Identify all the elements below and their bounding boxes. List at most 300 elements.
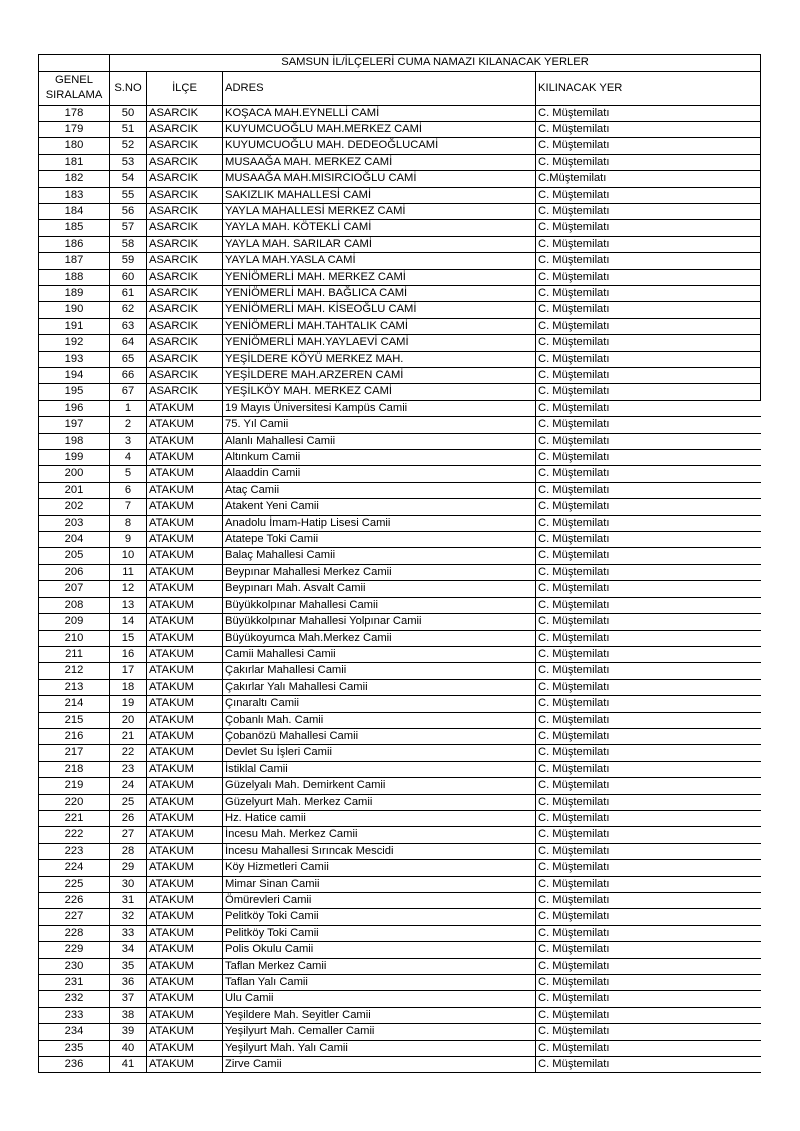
table-row [39,1057,761,1073]
table-row [39,318,761,334]
cell-kilinacak-yer: C. Müştemilatı [536,368,761,384]
cell-adres: Atatepe Toki Camii [223,532,536,548]
table-row [39,843,761,859]
cell-adres: Çobanlı Mah. Camii [223,712,536,728]
cell-genel-siralama: 218 [39,761,110,777]
cell-sno: 40 [110,1040,147,1056]
cell-sno: 39 [110,1024,147,1040]
cell-adres: Devlet Su İşleri Camii [223,745,536,761]
cell-kilinacak-yer: C. Müştemilatı [536,876,761,892]
cell-adres: YAYLA MAH.YASLA CAMİ [223,253,536,269]
cell-kilinacak-yer: C. Müştemilatı [536,417,761,433]
table-row [39,614,761,630]
cell-kilinacak-yer: C. Müştemilatı [536,187,761,203]
blank-corner-cell [39,55,110,72]
table-row [39,105,761,121]
cell-sno: 19 [110,696,147,712]
header-kilinacak-yer: KILINACAK YER [536,71,761,105]
cell-kilinacak-yer: C. Müştemilatı [536,154,761,170]
cell-ilce: ATAKUM [147,1040,223,1056]
cell-ilce: ATAKUM [147,728,223,744]
cell-kilinacak-yer: C. Müştemilatı [536,794,761,810]
cell-ilce: ATAKUM [147,482,223,498]
cell-sno: 34 [110,942,147,958]
cell-ilce: ASARCIK [147,253,223,269]
cell-genel-siralama: 212 [39,663,110,679]
cell-sno: 58 [110,236,147,252]
table-row [39,696,761,712]
cell-sno: 7 [110,499,147,515]
cell-adres: YEŞİLDERE KÖYÜ MERKEZ MAH. [223,351,536,367]
cell-genel-siralama: 179 [39,121,110,137]
cell-kilinacak-yer: C. Müştemilatı [536,499,761,515]
cell-ilce: ATAKUM [147,515,223,531]
cell-adres: Anadolu İmam-Hatip Lisesi Camii [223,515,536,531]
cell-ilce: ATAKUM [147,909,223,925]
cell-genel-siralama: 185 [39,220,110,236]
cell-adres: YEŞİLDERE MAH.ARZEREN CAMİ [223,368,536,384]
cell-kilinacak-yer: C. Müştemilatı [536,269,761,285]
cell-kilinacak-yer: C. Müştemilatı [536,909,761,925]
cell-kilinacak-yer: C. Müştemilatı [536,581,761,597]
cell-adres: Çakırlar Mahallesi Camii [223,663,536,679]
cell-sno: 25 [110,794,147,810]
cell-ilce: ATAKUM [147,433,223,449]
cell-kilinacak-yer: C. Müştemilatı [536,482,761,498]
cell-genel-siralama: 213 [39,679,110,695]
cell-adres: Atakent Yeni Camii [223,499,536,515]
cell-ilce: ATAKUM [147,925,223,941]
cell-kilinacak-yer: C. Müştemilatı [536,1040,761,1056]
table-row [39,991,761,1007]
cell-genel-siralama: 223 [39,843,110,859]
cell-adres: Beypınarı Mah. Asvalt Camii [223,581,536,597]
table-row [39,778,761,794]
cell-adres: Çakırlar Yalı Mahallesi Camii [223,679,536,695]
cell-ilce: ATAKUM [147,646,223,662]
cell-genel-siralama: 210 [39,630,110,646]
cell-sno: 11 [110,564,147,580]
table-row [39,712,761,728]
cell-adres: Camii Mahallesi Camii [223,646,536,662]
cell-sno: 57 [110,220,147,236]
cell-ilce: ATAKUM [147,958,223,974]
cell-sno: 9 [110,532,147,548]
cell-ilce: ATAKUM [147,417,223,433]
cell-sno: 29 [110,860,147,876]
cell-genel-siralama: 229 [39,942,110,958]
cell-sno: 31 [110,893,147,909]
cell-genel-siralama: 215 [39,712,110,728]
cell-genel-siralama: 195 [39,384,110,400]
cell-genel-siralama: 219 [39,778,110,794]
cell-adres: 19 Mayıs Üniversitesi Kampüs Camii [223,400,536,416]
cell-genel-siralama: 197 [39,417,110,433]
table-row [39,253,761,269]
cell-sno: 62 [110,302,147,318]
table-row [39,154,761,170]
table-row [39,1040,761,1056]
cell-ilce: ATAKUM [147,761,223,777]
cell-ilce: ASARCIK [147,105,223,121]
table-row [39,269,761,285]
cell-genel-siralama: 230 [39,958,110,974]
cell-adres: Balaç Mahallesi Camii [223,548,536,564]
cell-adres: Alanlı Mahallesi Camii [223,433,536,449]
table-row [39,581,761,597]
cell-adres: Ulu Camii [223,991,536,1007]
cell-adres: KOŞACA MAH.EYNELLİ CAMİ [223,105,536,121]
cell-sno: 16 [110,646,147,662]
cell-adres: YAYLA MAH. KÖTEKLİ CAMİ [223,220,536,236]
cell-adres: Yeşilyurt Mah. Yalı Camii [223,1040,536,1056]
cell-adres: Güzelyurt Mah. Merkez Camii [223,794,536,810]
cell-kilinacak-yer: C. Müştemilatı [536,351,761,367]
cell-ilce: ATAKUM [147,876,223,892]
cell-genel-siralama: 191 [39,318,110,334]
cell-kilinacak-yer: C. Müştemilatı [536,597,761,613]
cell-ilce: ATAKUM [147,663,223,679]
cell-sno: 55 [110,187,147,203]
cell-ilce: ATAKUM [147,1057,223,1073]
cell-sno: 12 [110,581,147,597]
cell-kilinacak-yer: C. Müştemilatı [536,548,761,564]
cell-sno: 22 [110,745,147,761]
cell-kilinacak-yer: C. Müştemilatı [536,712,761,728]
cell-ilce: ATAKUM [147,450,223,466]
cell-sno: 61 [110,285,147,301]
cell-adres: Büyükkolpınar Mahallesi Camii [223,597,536,613]
table-row [39,860,761,876]
cell-kilinacak-yer: C. Müştemilatı [536,663,761,679]
cell-ilce: ATAKUM [147,893,223,909]
cell-kilinacak-yer: C. Müştemilatı [536,515,761,531]
cell-genel-siralama: 211 [39,646,110,662]
cell-kilinacak-yer: C. Müştemilatı [536,778,761,794]
cell-kilinacak-yer: C. Müştemilatı [536,1024,761,1040]
cell-ilce: ATAKUM [147,827,223,843]
cell-kilinacak-yer: C. Müştemilatı [536,236,761,252]
cell-kilinacak-yer: C. Müştemilatı [536,564,761,580]
cell-ilce: ASARCIK [147,302,223,318]
table-row [39,187,761,203]
cell-genel-siralama: 198 [39,433,110,449]
cell-ilce: ASARCIK [147,236,223,252]
cell-ilce: ASARCIK [147,203,223,219]
cell-genel-siralama: 186 [39,236,110,252]
cell-kilinacak-yer: C.Müştemilatı [536,171,761,187]
table-row [39,827,761,843]
cell-adres: Zirve Camii [223,1057,536,1073]
cell-genel-siralama: 202 [39,499,110,515]
table-row [39,368,761,384]
table-row [39,335,761,351]
cell-sno: 5 [110,466,147,482]
cell-ilce: ASARCIK [147,121,223,137]
table-row [39,171,761,187]
cell-kilinacak-yer: C. Müştemilatı [536,138,761,154]
cell-genel-siralama: 205 [39,548,110,564]
cell-kilinacak-yer: C. Müştemilatı [536,450,761,466]
cell-genel-siralama: 182 [39,171,110,187]
cell-kilinacak-yer: C. Müştemilatı [536,958,761,974]
cell-kilinacak-yer: C. Müştemilatı [536,827,761,843]
cell-sno: 32 [110,909,147,925]
cell-sno: 27 [110,827,147,843]
cell-sno: 33 [110,925,147,941]
cell-sno: 56 [110,203,147,219]
cell-ilce: ASARCIK [147,285,223,301]
cell-genel-siralama: 204 [39,532,110,548]
cell-ilce: ASARCIK [147,351,223,367]
cell-ilce: ASARCIK [147,269,223,285]
cell-adres: YENİÖMERLİ MAH. BAĞLICA CAMİ [223,285,536,301]
cell-genel-siralama: 178 [39,105,110,121]
cell-ilce: ATAKUM [147,597,223,613]
cell-ilce: ASARCIK [147,318,223,334]
cell-sno: 3 [110,433,147,449]
cell-sno: 18 [110,679,147,695]
table-row [39,466,761,482]
spreadsheet-page [38,54,760,1073]
cell-kilinacak-yer: C. Müştemilatı [536,220,761,236]
cell-ilce: ATAKUM [147,1007,223,1023]
table-row [39,646,761,662]
cell-ilce: ASARCIK [147,138,223,154]
cell-kilinacak-yer: C. Müştemilatı [536,860,761,876]
table-row [39,925,761,941]
cell-sno: 28 [110,843,147,859]
cell-sno: 8 [110,515,147,531]
cell-kilinacak-yer: C. Müştemilatı [536,745,761,761]
cell-adres: Büyükkolpınar Mahallesi Yolpınar Camii [223,614,536,630]
cell-ilce: ATAKUM [147,778,223,794]
cell-ilce: ASARCIK [147,171,223,187]
table-row [39,220,761,236]
table-row [39,909,761,925]
cell-sno: 10 [110,548,147,564]
cell-kilinacak-yer: C. Müştemilatı [536,318,761,334]
cell-sno: 41 [110,1057,147,1073]
cell-genel-siralama: 222 [39,827,110,843]
cell-adres: KUYUMCUOĞLU MAH.MERKEZ CAMİ [223,121,536,137]
cell-ilce: ATAKUM [147,810,223,826]
cell-kilinacak-yer: C. Müştemilatı [536,203,761,219]
cell-sno: 66 [110,368,147,384]
cell-ilce: ATAKUM [147,696,223,712]
mosque-table [38,54,761,1073]
cell-ilce: ATAKUM [147,548,223,564]
cell-sno: 24 [110,778,147,794]
cell-genel-siralama: 192 [39,335,110,351]
cell-adres: Yeşilyurt Mah. Cemaller Camii [223,1024,536,1040]
cell-sno: 35 [110,958,147,974]
cell-kilinacak-yer: C. Müştemilatı [536,466,761,482]
cell-genel-siralama: 193 [39,351,110,367]
table-row [39,1007,761,1023]
cell-sno: 53 [110,154,147,170]
cell-adres: YENİÖMERLİ MAH.TAHTALIK CAMİ [223,318,536,334]
cell-ilce: ATAKUM [147,614,223,630]
cell-sno: 54 [110,171,147,187]
cell-adres: YAYLA MAH. SARILAR CAMİ [223,236,536,252]
cell-ilce: ASARCIK [147,220,223,236]
table-row [39,121,761,137]
cell-adres: Altınkum Camii [223,450,536,466]
cell-ilce: ATAKUM [147,975,223,991]
table-row [39,597,761,613]
cell-ilce: ATAKUM [147,942,223,958]
cell-ilce: ATAKUM [147,581,223,597]
cell-sno: 38 [110,1007,147,1023]
cell-genel-siralama: 181 [39,154,110,170]
cell-adres: Çınaraltı Camii [223,696,536,712]
cell-sno: 13 [110,597,147,613]
table-row [39,302,761,318]
cell-sno: 4 [110,450,147,466]
cell-sno: 65 [110,351,147,367]
cell-genel-siralama: 227 [39,909,110,925]
cell-adres: 75. Yıl Camii [223,417,536,433]
cell-sno: 20 [110,712,147,728]
table-title: SAMSUN İL/İLÇELERİ CUMA NAMAZI KILANACAK YERLER [110,55,761,72]
table-row [39,450,761,466]
cell-kilinacak-yer: C. Müştemilatı [536,302,761,318]
cell-sno: 36 [110,975,147,991]
header-row [39,71,761,105]
cell-ilce: ATAKUM [147,564,223,580]
table-row [39,728,761,744]
cell-genel-siralama: 206 [39,564,110,580]
cell-kilinacak-yer: C. Müştemilatı [536,975,761,991]
cell-kilinacak-yer: C. Müştemilatı [536,630,761,646]
cell-kilinacak-yer: C. Müştemilatı [536,810,761,826]
cell-genel-siralama: 183 [39,187,110,203]
table-row [39,482,761,498]
cell-adres: YENİÖMERLİ MAH.YAYLAEVİ CAMİ [223,335,536,351]
cell-adres: Pelitköy Toki Camii [223,925,536,941]
cell-kilinacak-yer: C. Müştemilatı [536,105,761,121]
cell-sno: 60 [110,269,147,285]
cell-sno: 21 [110,728,147,744]
cell-genel-siralama: 209 [39,614,110,630]
cell-ilce: ATAKUM [147,1024,223,1040]
cell-adres: İncesu Mahallesi Sırıncak Mescidi [223,843,536,859]
cell-ilce: ATAKUM [147,679,223,695]
cell-genel-siralama: 225 [39,876,110,892]
cell-adres: KUYUMCUOĞLU MAH. DEDEOĞLUCAMİ [223,138,536,154]
cell-sno: 15 [110,630,147,646]
cell-genel-siralama: 226 [39,893,110,909]
cell-kilinacak-yer: C. Müştemilatı [536,728,761,744]
cell-kilinacak-yer: C. Müştemilatı [536,121,761,137]
cell-adres: Mimar Sinan Camii [223,876,536,892]
cell-ilce: ATAKUM [147,400,223,416]
cell-adres: Pelitköy Toki Camii [223,909,536,925]
cell-adres: Büyükoyumca Mah.Merkez Camii [223,630,536,646]
cell-adres: İncesu Mah. Merkez Camii [223,827,536,843]
cell-genel-siralama: 196 [39,400,110,416]
cell-sno: 1 [110,400,147,416]
table-row [39,893,761,909]
cell-ilce: ATAKUM [147,466,223,482]
cell-kilinacak-yer: C. Müştemilatı [536,991,761,1007]
cell-kilinacak-yer: C. Müştemilatı [536,696,761,712]
cell-sno: 64 [110,335,147,351]
table-row [39,761,761,777]
cell-sno: 67 [110,384,147,400]
table-row [39,876,761,892]
cell-genel-siralama: 189 [39,285,110,301]
cell-kilinacak-yer: C. Müştemilatı [536,942,761,958]
cell-adres: MUSAAĞA MAH.MISIRCIOĞLU CAMİ [223,171,536,187]
table-row [39,285,761,301]
table-row [39,630,761,646]
cell-ilce: ATAKUM [147,532,223,548]
cell-sno: 6 [110,482,147,498]
cell-kilinacak-yer: C. Müştemilatı [536,532,761,548]
cell-genel-siralama: 200 [39,466,110,482]
cell-ilce: ATAKUM [147,860,223,876]
cell-ilce: ASARCIK [147,368,223,384]
cell-kilinacak-yer: C. Müştemilatı [536,893,761,909]
cell-genel-siralama: 231 [39,975,110,991]
table-row [39,958,761,974]
cell-genel-siralama: 187 [39,253,110,269]
title-row [39,55,761,72]
table-row [39,548,761,564]
cell-genel-siralama: 188 [39,269,110,285]
cell-adres: Güzelyalı Mah. Demirkent Camii [223,778,536,794]
cell-sno: 59 [110,253,147,269]
cell-adres: Köy Hizmetleri Camii [223,860,536,876]
cell-sno: 26 [110,810,147,826]
cell-ilce: ASARCIK [147,335,223,351]
table-row [39,679,761,695]
cell-kilinacak-yer: C. Müştemilatı [536,253,761,269]
cell-genel-siralama: 180 [39,138,110,154]
cell-kilinacak-yer: C. Müştemilatı [536,335,761,351]
cell-adres: Ömürevleri Camii [223,893,536,909]
cell-ilce: ATAKUM [147,499,223,515]
table-row [39,499,761,515]
cell-genel-siralama: 221 [39,810,110,826]
cell-adres: MUSAAĞA MAH. MERKEZ CAMİ [223,154,536,170]
table-row [39,433,761,449]
cell-adres: Taflan Yalı Camii [223,975,536,991]
table-row [39,794,761,810]
cell-genel-siralama: 214 [39,696,110,712]
table-row [39,942,761,958]
header-adres: ADRES [223,71,536,105]
cell-sno: 14 [110,614,147,630]
header-ilce: İLÇE [147,71,223,105]
cell-genel-siralama: 220 [39,794,110,810]
cell-kilinacak-yer: C. Müştemilatı [536,843,761,859]
cell-genel-siralama: 232 [39,991,110,1007]
cell-genel-siralama: 235 [39,1040,110,1056]
table-row [39,384,761,400]
cell-genel-siralama: 208 [39,597,110,613]
cell-adres: SAKIZLIK MAHALLESİ CAMİ [223,187,536,203]
cell-sno: 50 [110,105,147,121]
cell-genel-siralama: 194 [39,368,110,384]
header-sno: S.NO [110,71,147,105]
cell-adres: Alaaddin Camii [223,466,536,482]
cell-genel-siralama: 216 [39,728,110,744]
cell-ilce: ATAKUM [147,745,223,761]
cell-genel-siralama: 190 [39,302,110,318]
